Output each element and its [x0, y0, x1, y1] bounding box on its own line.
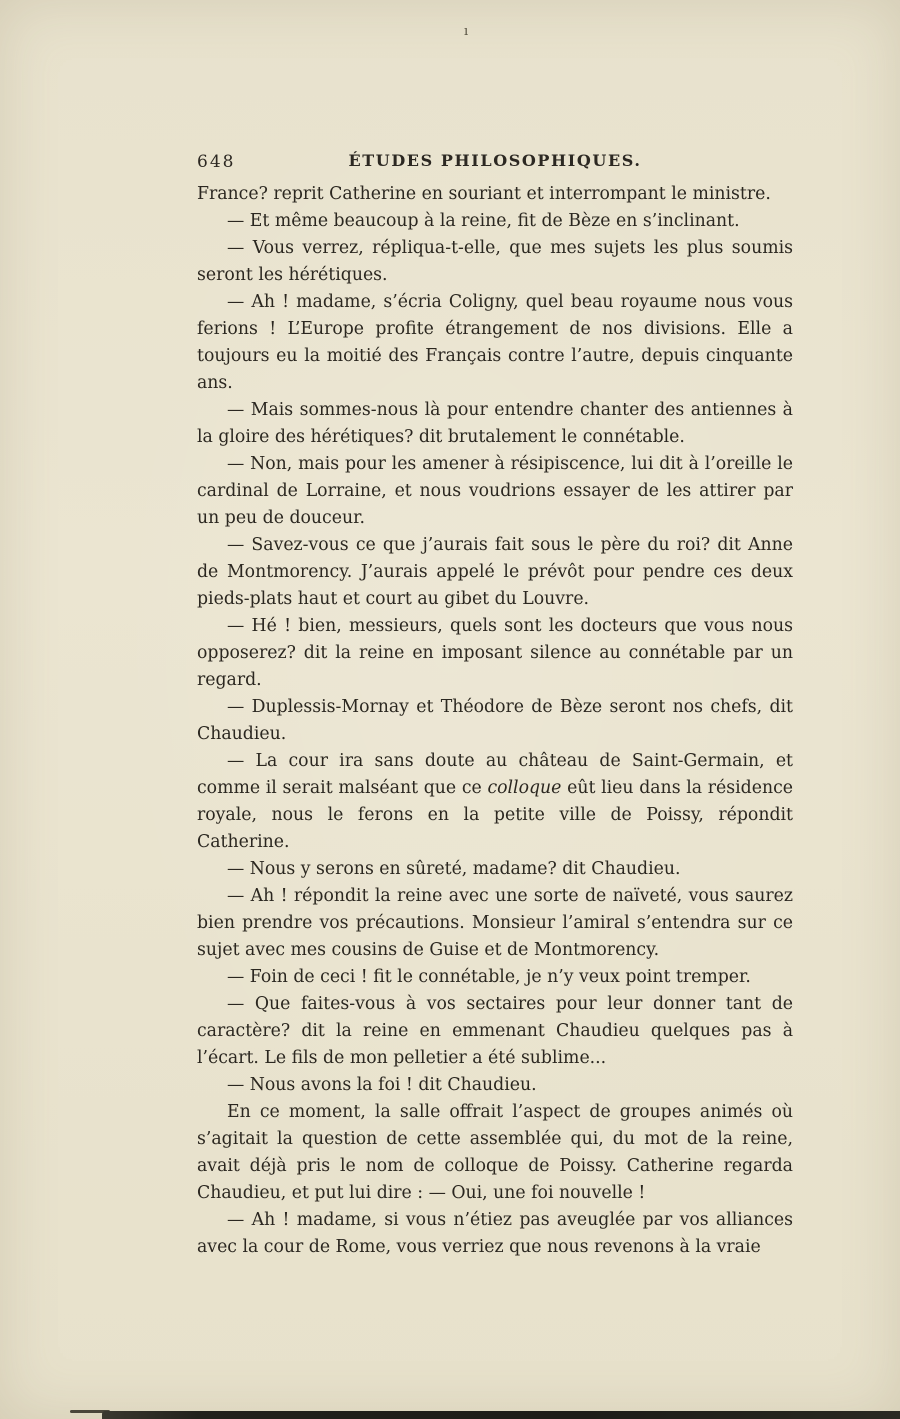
text-block: [197, 181, 793, 1261]
paragraph: [197, 964, 793, 991]
paragraph: [197, 748, 793, 856]
text-segment: — Ah ! madame, si vous n’étiez pas aveuglée par vos alliances avec la cour de Rome, vous verriez que nous revenons à la vraie: [197, 1210, 793, 1257]
paragraph: [197, 181, 793, 208]
text-segment: — Vous verrez, répliqua-t-elle, que mes sujets les plus soumis seront les hérétiques.: [197, 238, 793, 285]
paragraph: [197, 1207, 793, 1261]
text-segment: — Mais sommes-nous là pour entendre chanter des antiennes à la gloire des hérétiques? dit brutalement le connétable.: [197, 400, 793, 447]
paragraph: [197, 397, 793, 451]
page-number: 648: [197, 152, 236, 172]
text-segment: — Hé ! bien, messieurs, quels sont les docteurs que vous nous opposerez? dit la reine en imposant silence au connétable par un regard.: [197, 616, 793, 690]
text-segment: eût lieu dans la résidence royale, nous le ferons en la petite ville de Poissy, répondit Catherine.: [197, 778, 793, 852]
italic-text: colloque: [487, 778, 562, 798]
text-segment: France? reprit Catherine en souriant et interrompant le ministre.: [197, 184, 771, 204]
text-segment: — Savez-vous ce que j’aurais fait sous le père du roi? dit Anne de Montmorency. J’aurais appelé le prévôt pour pendre ces deux pieds-plats haut et court au gibet du Louvre.: [197, 535, 793, 609]
paragraph: [197, 613, 793, 694]
scan-bottom-edge: [102, 1411, 900, 1419]
page-header: [197, 151, 793, 175]
paragraph: [197, 289, 793, 397]
text-segment: — Ah ! répondit la reine avec une sorte de naïveté, vous saurez bien prendre vos précautions. Monsieur l’amiral s’entendra sur ce sujet avec mes cousins de Guise et de Montmorency.: [197, 886, 793, 960]
paragraph: [197, 883, 793, 964]
paragraph: [197, 451, 793, 532]
paragraph: [197, 991, 793, 1072]
paragraph: [197, 694, 793, 748]
paragraph: [197, 1072, 793, 1099]
paragraph: [197, 856, 793, 883]
text-segment: — Duplessis-Mornay et Théodore de Bèze seront nos chefs, dit Chaudieu.: [197, 697, 793, 744]
text-segment: — Ah ! madame, s’écria Coligny, quel beau royaume nous vous ferions ! L’Europe profite étrangement de nos divisions. Elle a toujours eu la moitié des Français contre l’autre, depuis cinquante ans.: [197, 292, 793, 393]
text-segment: — Foin de ceci ! fit le connétable, je n’y veux point tremper.: [227, 967, 751, 987]
scan-artifact-mark: ı: [464, 24, 469, 39]
text-segment: — La cour ira sans doute au château de Saint-Germain, et comme il serait malséant que ce: [197, 751, 793, 798]
running-title: ÉTUDES PHILOSOPHIQUES.: [348, 151, 642, 170]
text-segment: — Et même beaucoup à la reine, fit de Bèze en s’inclinant.: [227, 211, 740, 231]
text-segment: En ce moment, la salle offrait l’aspect de groupes animés où s’agitait la question de cette assemblée qui, du mot de la reine, avait déjà pris le nom de colloque de Poissy. Catherine regarda Chaudieu, et put lui dire : — Oui, une foi nouvelle !: [197, 1102, 793, 1203]
text-segment: — Que faites-vous à vos sectaires pour leur donner tant de caractère? dit la reine en emmenant Chaudieu quelques pas à l’écart. Le fils de mon pelletier a été sublime...: [197, 994, 793, 1068]
paragraph: [197, 532, 793, 613]
paragraph: [197, 1099, 793, 1207]
paragraph: [197, 208, 793, 235]
paragraph: [197, 235, 793, 289]
text-segment: — Nous avons la foi ! dit Chaudieu.: [227, 1075, 537, 1095]
text-segment: — Non, mais pour les amener à résipiscence, lui dit à l’oreille le cardinal de Lorraine, et nous voudrions essayer de les attirer par un peu de douceur.: [197, 454, 793, 528]
text-segment: — Nous y serons en sûreté, madame? dit Chaudieu.: [227, 859, 681, 879]
